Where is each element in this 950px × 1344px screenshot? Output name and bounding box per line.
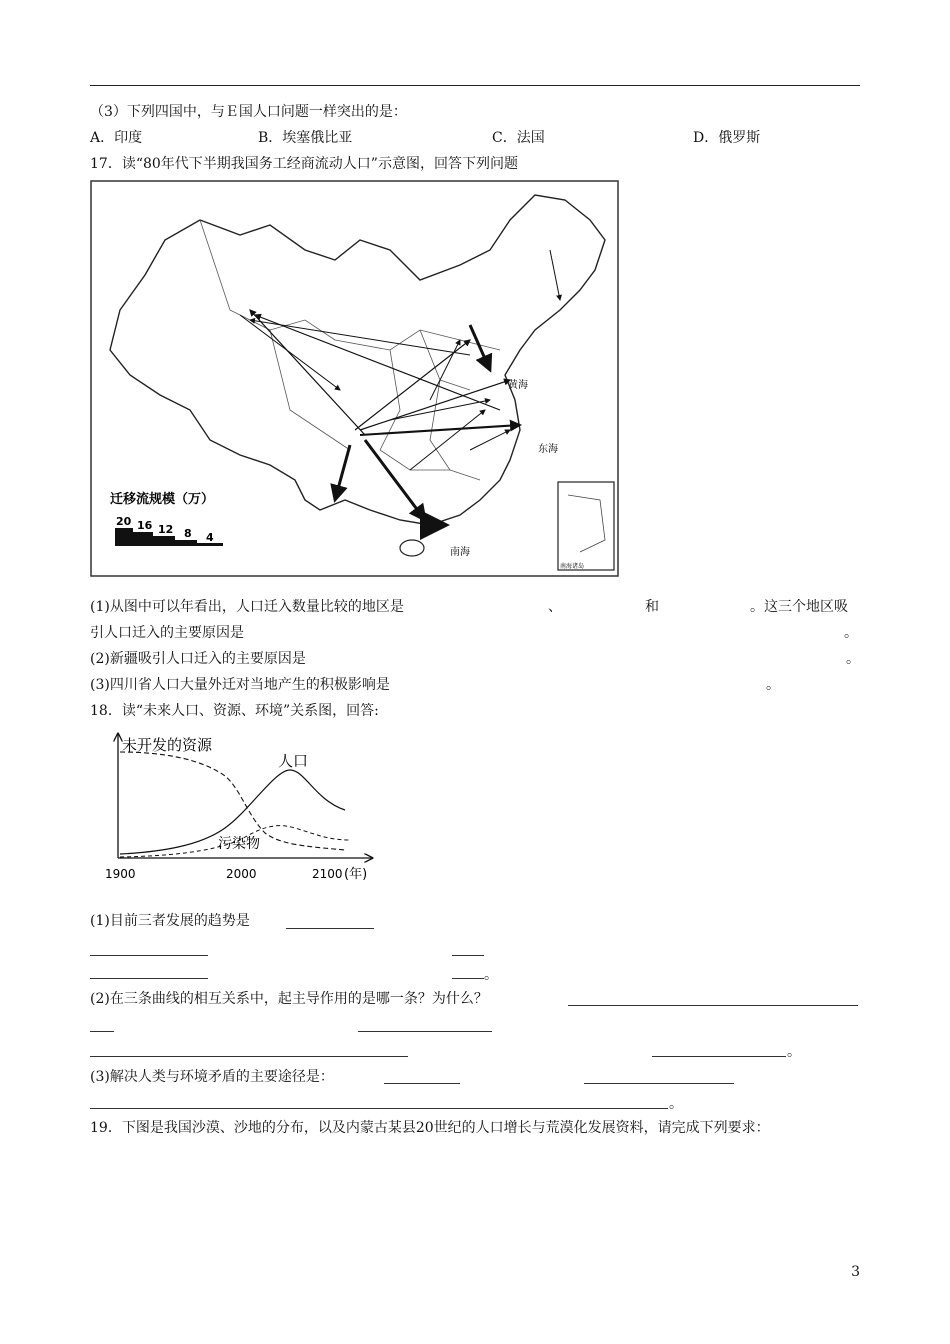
migration-map	[90, 180, 620, 578]
q17-2-end: 。	[846, 651, 860, 667]
legend-value-4: 4	[206, 531, 214, 544]
legend-value-16: 16	[137, 519, 153, 532]
inset-south-china-sea	[558, 482, 614, 570]
x-tick-2100: 2100	[312, 867, 343, 881]
label-population: 人口	[278, 752, 309, 770]
q18-2-blank-e[interactable]	[652, 1056, 786, 1057]
q18-3-blank-b[interactable]	[584, 1083, 734, 1084]
label-resources: 未开发的资源	[122, 736, 213, 754]
q18-1-text: (1)目前三者发展的趋势是	[90, 913, 250, 929]
q16-option-d: D．俄罗斯	[693, 130, 761, 146]
q18-2-blank-d[interactable]	[90, 1056, 408, 1057]
label-pollution: 污染物	[218, 836, 260, 852]
q18-3-text: (3)解决人类与环境矛盾的主要途径是：	[90, 1069, 334, 1085]
sea-label-yellow: 黄海	[508, 380, 528, 391]
q18-title: 18．读“未来人口、资源、环境”关系图，回答:	[90, 703, 379, 719]
q18-3-blank-c[interactable]	[90, 1108, 668, 1109]
q18-2-blank-b[interactable]	[90, 1031, 114, 1032]
q19-title: 19．下图是我国沙漠、沙地的分布，以及内蒙古某县20世纪的人口增长与荒漠化发展资料，请完成下列要求：	[90, 1120, 770, 1136]
legend-title: 迁移流规模（万）	[110, 492, 215, 507]
page-number: 3	[851, 1264, 860, 1280]
q17-1-sep1: 、	[548, 599, 562, 615]
q17-title: 17．读“80年代下半期我国务工经商流动人口”示意图，回答下列问题	[90, 156, 518, 172]
q17-1-end: 。	[844, 625, 858, 641]
q16-3-question: （3）下列四国中，与Ｅ国人口问题一样突出的是：	[90, 104, 407, 120]
q18-1-blank-e[interactable]	[452, 978, 484, 979]
q17-1-sep2: 和	[645, 599, 659, 615]
q17-3-text: (3)四川省人口大量外迁对当地产生的积极影响是	[90, 677, 390, 693]
q17-1-text-c: 引人口迁入的主要原因是	[90, 625, 244, 641]
q18-2-text: (2)在三条曲线的相互关系中，起主导作用的是哪一条？为什么？	[90, 991, 488, 1007]
x-axis-unit: (年)	[344, 867, 368, 882]
q18-1-blank-c[interactable]	[452, 955, 484, 956]
q16-option-c: C．法国	[492, 130, 545, 146]
sea-label-east: 东海	[538, 444, 558, 455]
q18-1-blank-d[interactable]	[90, 978, 208, 979]
q18-1-blank-a[interactable]	[286, 928, 374, 929]
q17-2-text: (2)新疆吸引人口迁入的主要原因是	[90, 651, 306, 667]
legend-value-12: 12	[158, 523, 174, 536]
q18-2-blank-c[interactable]	[358, 1031, 492, 1032]
legend-value-8: 8	[184, 527, 192, 540]
sea-label-south: 南海	[450, 547, 470, 558]
q18-2-end: 。	[787, 1044, 801, 1060]
q17-3-end: 。	[766, 677, 780, 693]
q16-option-a: A．印度	[90, 130, 143, 146]
header-rule	[90, 85, 860, 86]
q18-1-end: 。	[484, 967, 498, 983]
q18-3-blank-a[interactable]	[384, 1083, 460, 1084]
q17-1-text: (1)从图中可以年看出，人口迁入数量比较的地区是	[90, 599, 404, 615]
inset-label: 南海诸岛	[560, 563, 585, 570]
x-tick-2000: 2000	[226, 867, 257, 881]
x-tick-1900: 1900	[105, 867, 136, 881]
q18-3-end: 。	[669, 1096, 683, 1112]
q18-1-blank-b[interactable]	[90, 955, 208, 956]
q18-2-blank-a[interactable]	[568, 1005, 858, 1006]
q17-1-text-b: 。这三个地区吸	[750, 599, 848, 615]
q16-option-b: B．埃塞俄比亚	[258, 130, 353, 146]
legend-value-20: 20	[116, 515, 132, 528]
population-resource-chart	[100, 728, 390, 888]
